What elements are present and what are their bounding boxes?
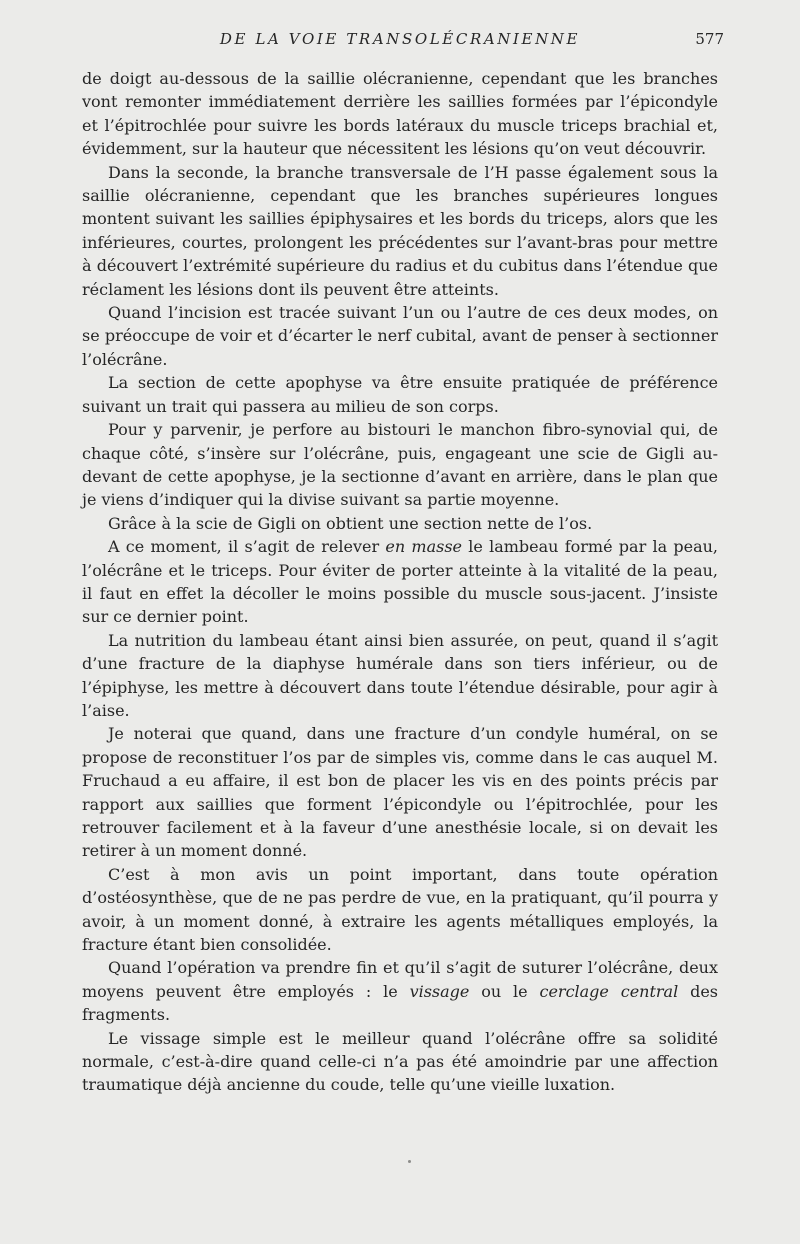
page-number: 577 <box>695 30 724 48</box>
paragraph-second-mode: Dans la seconde, la branche transversale de l’H passe également sous la saillie olécranienne, cependant que les branches supérieures longues montent suivant les saillies épiphysaires et les bords du triceps, alors que les inférieures, courtes, prolongent les précédentes sur l’avant-bras pour mettre à découvert l’extrémité supérieure du radius et du cubitus dans l’étendue que réclament les lésions dont ils peuvent être atteints. <box>82 162 718 299</box>
paragraph-suture-methods <box>82 956 718 1026</box>
paragraph-flap <box>82 535 718 629</box>
suture-text-after: des fragments. <box>82 981 718 1025</box>
suture-italic-vissage: vissage <box>409 981 470 1001</box>
paragraph-simple-screw: Le vissage simple est le meilleur quand l’olécrâne offre sa solidité normale, c’est-à-dire quand celle-ci n’a pas été amoindrie par une affection traumatique déjà ancienne du coude, telle qu’une vieille luxation. <box>82 1028 718 1095</box>
flap-text-after: le lambeau formé par la peau, l’olécrâne et le triceps. Pour éviter de porter atteinte à la vitalité de la peau, il faut en effet la décoller le moins possible du muscle sous-jacent. J’insiste sur ce dernier point. <box>82 537 718 627</box>
suture-text-middle: ou le <box>469 981 540 1001</box>
paragraph-gigli-saw: Pour y parvenir, je perfore au bistouri le manchon fibro-synovial qui, de chaque côté, s’insère sur l’olécrâne, puis, engageant une scie de Gigli au-devant de cette apophyse, je la sectionne d’avant en arrière, dans le plan que je viens d’indiquer qui la divise suivant sa partie moyenne. <box>82 420 718 510</box>
body-text <box>82 67 718 1097</box>
suture-text-before: Quand l’opération va prendre fin et qu’il s’agit de suturer l’olécrâne, deux moyens peuvent être employés : le <box>82 958 718 1001</box>
suture-italic-cerclage: cerclage central <box>539 981 679 1001</box>
paragraph-clean-cut: Grâce à la scie de Gigli on obtient une section nette de l’os. <box>108 513 593 533</box>
running-head <box>82 28 724 50</box>
print-speck <box>408 1160 411 1163</box>
paragraph-continuation: de doigt au-dessous de la saillie olécranienne, cependant que les branches vont remonter immédiatement derrière les saillies formées par l’épicondyle et l’épitrochlée pour suivre les bords latéraux du muscle triceps brachial et, évidemment, sur la hauteur que nécessitent les lésions qu’on veut découvrir. <box>82 69 718 159</box>
paragraph-section: La section de cette apophyse va être ensuite pratiquée de préférence suivant un trait qui passera au milieu de son corps. <box>82 373 718 416</box>
paragraph-nutrition: La nutrition du lambeau étant ainsi bien assurée, on peut, quand il s’agit d’une fracture de la diaphyse humérale dans son tiers inférieur, ou de l’épiphyse, les mettre à découvert dans toute l’étendue désirable, pour agir à l’aise. <box>82 630 718 720</box>
running-title: DE LA VOIE TRANSOLÉCRANIENNE <box>219 30 581 48</box>
paragraph-incision: Quand l’incision est tracée suivant l’un ou l’autre de ces deux modes, on se préoccupe de voir et d’écarter le nerf cubital, avant de penser à sectionner l’olécrâne. <box>82 303 718 369</box>
flap-text-before: A ce moment, il s’agit de relever <box>108 537 386 557</box>
flap-italic-term: en masse <box>385 537 462 557</box>
paragraph-osteosynthesis: C’est à mon avis un point important, dans toute opération d’ostéosynthèse, que de ne pas perdre de vue, en la pratiquant, qu’il pourra y avoir, à un moment donné, à extraire les agents métalliques employés, la fracture étant bien consolidée. <box>82 864 718 955</box>
paragraph-screws: Je noterai que quand, dans une fracture d’un condyle huméral, on se propose de reconstituer l’os par de simples vis, comme dans le cas auquel M. Fruchaud a eu affaire, il est bon de placer les vis en des points précis par rapport aux saillies que forment l’épicondyle ou l’épitrochlée, pour les retrouver facilement et à la faveur d’une anesthésie locale, si on devait les retirer à un moment donné. <box>82 724 718 861</box>
